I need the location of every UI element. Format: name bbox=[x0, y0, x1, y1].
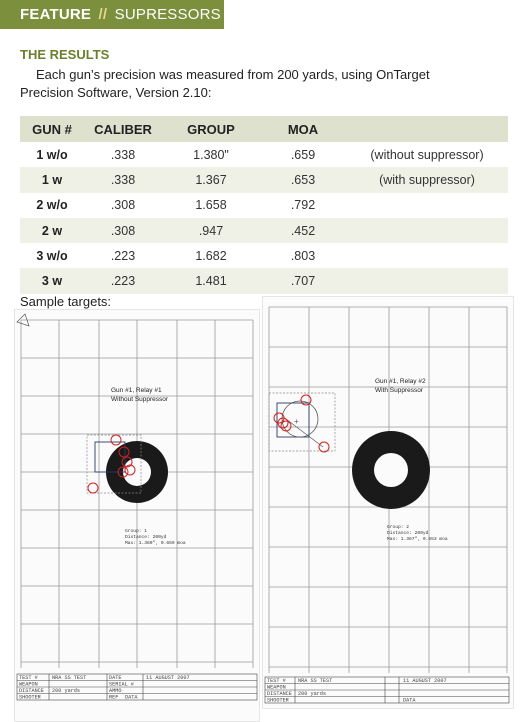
results-heading: THE RESULTS bbox=[20, 47, 110, 62]
table-header-row bbox=[20, 116, 508, 142]
footer-weapon-label: WEAPON bbox=[19, 681, 38, 688]
cell-caliber: .308 bbox=[84, 218, 162, 243]
bullseye-center bbox=[123, 458, 151, 486]
cell-group: 1.380" bbox=[193, 147, 229, 162]
table-row bbox=[20, 268, 508, 293]
results-intro bbox=[20, 66, 460, 102]
cell-group: .947 bbox=[162, 218, 260, 243]
target-right-graphic bbox=[263, 297, 513, 709]
cell-caliber: .338 bbox=[84, 167, 162, 192]
footer-extra-1: SERIAL # bbox=[109, 681, 134, 688]
bullseye-center bbox=[374, 453, 408, 487]
samples-label: Sample targets: bbox=[20, 294, 112, 309]
cell-moa: .653 bbox=[260, 167, 346, 192]
target-right-title2: With Suppressor bbox=[375, 387, 424, 394]
cell-moa: .792 bbox=[290, 198, 316, 213]
cell-gun: 3 w bbox=[20, 268, 84, 293]
crosshair-icon: + bbox=[294, 417, 299, 426]
intro-text: Each gun’s precision was measured from 200 yards, using OnTarget Precision Software, Version 2.10: bbox=[20, 67, 430, 100]
footer-test-value: NRA SS TEST bbox=[298, 678, 333, 684]
footer-test-label: TEST # bbox=[267, 678, 286, 684]
footer-shooter-label: SHOOTER bbox=[267, 697, 289, 704]
cell-caliber: .223 bbox=[84, 268, 162, 293]
cell-gun: 1 w bbox=[20, 167, 84, 192]
col-group: GROUP bbox=[162, 116, 260, 142]
target-right-title1: Gun #1, Relay #2 bbox=[375, 378, 426, 385]
footer-extra-4: DATA bbox=[125, 694, 138, 701]
section-banner bbox=[0, 0, 224, 29]
cell-gun: 1 w/o bbox=[36, 147, 68, 162]
footer-date-value: 11 AUGUST 2007 bbox=[403, 678, 447, 684]
cell-moa: .803 bbox=[290, 248, 316, 263]
cell-note bbox=[346, 193, 508, 218]
cell-group: 1.658 bbox=[195, 198, 227, 213]
cell-moa: .659 bbox=[290, 147, 316, 162]
cell-group: 1.367 bbox=[162, 167, 260, 192]
footer-test-value: NRA SS TEST bbox=[52, 675, 87, 681]
footer-test-label: TEST # bbox=[19, 675, 38, 681]
footer-distance-label: DISTANCE bbox=[267, 691, 292, 697]
footer-extra-3: REF bbox=[109, 694, 119, 701]
cell-moa: .452 bbox=[260, 218, 346, 243]
cell-caliber: .338 bbox=[110, 147, 136, 162]
cell-caliber: .308 bbox=[110, 198, 136, 213]
footer-distance-label: DISTANCE bbox=[19, 688, 44, 694]
footer-weapon-label: WEAPON bbox=[267, 684, 286, 691]
col-caliber: CALIBER bbox=[84, 116, 162, 142]
cell-note: (without suppressor) bbox=[370, 147, 484, 162]
table-row bbox=[20, 167, 508, 192]
target-sheet-right bbox=[262, 296, 514, 709]
target-left-title2: Without Suppressor bbox=[111, 396, 169, 403]
footer-shooter-label: SHOOTER bbox=[19, 694, 41, 701]
banner-section: SUPRESSORS bbox=[114, 6, 221, 23]
results-table bbox=[20, 116, 508, 294]
target-right-group: Group: 2 bbox=[387, 525, 410, 530]
cell-note bbox=[346, 218, 508, 243]
cell-caliber: .223 bbox=[110, 248, 136, 263]
target-left-graphic bbox=[15, 310, 259, 710]
footer-distance-value: 200 yards bbox=[298, 691, 327, 697]
target-left-max: Max: 1.380", 0.659 moa bbox=[125, 541, 186, 546]
banner-separator: // bbox=[98, 6, 108, 23]
cell-gun: 2 w bbox=[20, 218, 84, 243]
group-circle bbox=[282, 401, 318, 437]
hit-markers bbox=[274, 395, 329, 452]
table-row bbox=[20, 193, 508, 218]
cell-group: 1.682 bbox=[195, 248, 227, 263]
target-right-distance: Distance: 200yd bbox=[387, 531, 429, 536]
table-row bbox=[20, 218, 508, 243]
footer-date-value: 11 AUGUST 2007 bbox=[146, 675, 190, 681]
cell-gun: 2 w/o bbox=[36, 198, 68, 213]
target-sheet-left bbox=[14, 309, 260, 722]
cell-note: (with suppressor) bbox=[346, 167, 508, 192]
cell-moa: .707 bbox=[260, 268, 346, 293]
cell-gun: 3 w/o bbox=[36, 248, 68, 263]
footer-distance-value: 200 yards bbox=[52, 688, 81, 694]
target-left-group: Group: 1 bbox=[125, 529, 148, 534]
col-gun: GUN # bbox=[20, 116, 84, 142]
table-row bbox=[20, 243, 508, 268]
target-left-title1: Gun #1, Relay #1 bbox=[111, 387, 162, 394]
target-left-distance: Distance: 200yd bbox=[125, 535, 167, 540]
target-right-max: Max: 1.367", 0.653 moa bbox=[387, 537, 448, 542]
footer-extra-2: AMMO bbox=[109, 688, 122, 694]
table-row bbox=[20, 142, 508, 167]
col-note bbox=[346, 116, 508, 142]
cell-note bbox=[346, 268, 508, 293]
cell-note bbox=[346, 243, 508, 268]
banner-feature: FEATURE bbox=[20, 6, 92, 23]
col-moa: MOA bbox=[260, 116, 346, 142]
footer-extra-1: DATA bbox=[403, 697, 416, 704]
cell-group: 1.481 bbox=[162, 268, 260, 293]
footer-date-label: DATE bbox=[109, 675, 122, 681]
